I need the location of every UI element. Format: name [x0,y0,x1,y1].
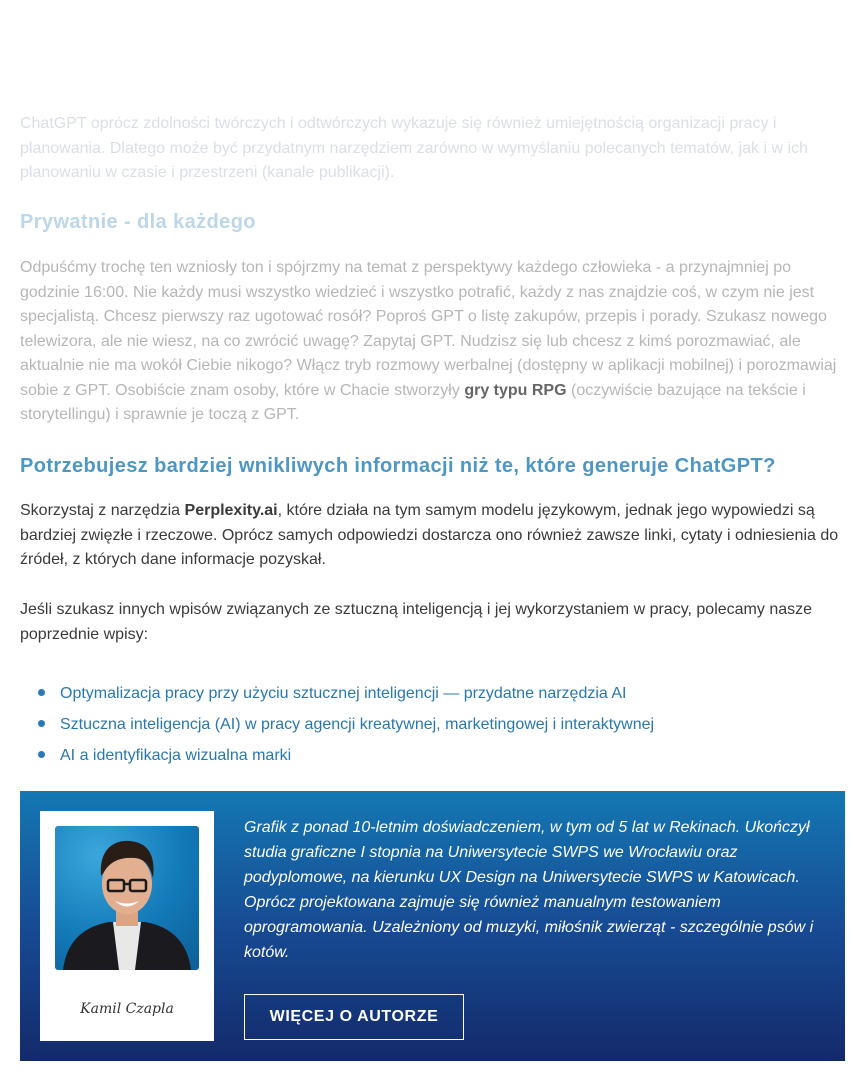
related-post-link[interactable] [20,678,654,709]
bullet-icon [38,720,45,727]
author-portrait-icon [55,826,199,970]
paragraph-text: , które działa na tym samym modelu językowym, jednak jego wypowiedzi są bardziej zwięzłe i rzeczowe. Oprócz samych odpowiedzi dostarcza ono również zawsze linki, cytaty i odniesienia do źródeł, z których dane informacje pozyskał. [20,502,839,568]
article-paragraph [20,499,845,573]
related-post-link-text[interactable]: Sztuczna inteligencja (AI) w pracy agencji kreatywnej, marketingowej i interaktywnej [60,716,655,733]
paragraph-bold-text: gry typu RPG [464,381,567,399]
article-paragraph: ChatGPT oprócz zdolności twórczych i odtwórczych wykazuje się również umiejętnością organizacji pracy i planowania. Dlatego może być przydatnym narzędziem zarówno w wymyślaniu polecanych tematów, jak i w ich planowaniu w czasie i przestrzeni (kanale publikacji). [20,115,808,181]
related-posts-list [20,678,654,771]
bullet-icon [38,751,45,758]
article-paragraph: Jeśli szukasz innych wpisów związanych ze sztuczną inteligencją i jej wykorzystaniem w pracy, polecamy nasze poprzednie wpisy: [20,601,813,643]
bullet-icon [38,689,45,696]
author-photo [55,826,199,970]
related-post-link[interactable] [20,709,654,740]
author-polaroid-card [40,811,214,1041]
paragraph-text: Odpuśćmy trochę ten wzniosły ton i spójrzmy na temat z perspektywy każdego człowieka - a przynajmniej po godzinie 16:00. Nie każdy musi wszystko wiedzieć i wszystko potrafić, każdy z nas znajdzie coś, w czym nie jest specjalistą. Chcesz pierwszy raz ugotować rosół? Poproś GPT o listę zakupów, przepis i porady. Szukasz nowego telewizora, ale nie wiesz, na co zwrócić uwagę? Zapytaj GPT. Nudzisz się lub chcesz z kimś porozmawiać, ale aktualnie nie ma wokół Ciebie nikogo? Włącz tryb rozmowy werbalnej (dostępny w aplikacji mobilnej) i porozmawiaj sobie z GPT. Osobiście znam osoby, które w Chacie stworzyły [20,259,837,399]
paragraph-text: (oczywiście bazujące na tekście i storytellingu) i sprawnie je toczą z GPT. [20,381,806,423]
author-signature: Kamil Czapla [80,1001,174,1017]
author-box [20,791,845,1061]
more-about-author-button[interactable]: WIĘCEJ O AUTORZE [244,994,464,1040]
related-post-link-text[interactable]: AI a identyfikacja wizualna marki [60,747,292,764]
related-post-link-text[interactable]: Optymalizacja pracy przy użyciu sztucznej inteligencji — przydatne narzędzia AI [60,685,627,702]
author-bio: Grafik z ponad 10-letnim doświadczeniem, w tym od 5 lat w Rekinach. Ukończył studia graficzne I stopnia na Uniwersytecie SWPS we Wrocławiu oraz podyplomowe, na kierunku UX Design na Uniwersytecie SWPS w Katowicach. Oprócz projektowana zajmuje się również manualnym testowaniem oprogramowania. Uzależniony od muzyki, miłośnik zwierząt - szczególnie psów i kotów. [244,819,814,961]
related-post-link[interactable] [20,740,654,771]
article-paragraph [20,256,845,428]
paragraph-text: Skorzystaj z narzędzia [20,502,185,519]
paragraph-bold-text: Perplexity.ai [184,502,278,519]
section-heading-private: Prywatnie - dla każdego [20,211,256,233]
section-heading-perplexity: Potrzebujesz bardziej wnikliwych informacji niż te, które generuje ChatGPT? [20,455,776,477]
